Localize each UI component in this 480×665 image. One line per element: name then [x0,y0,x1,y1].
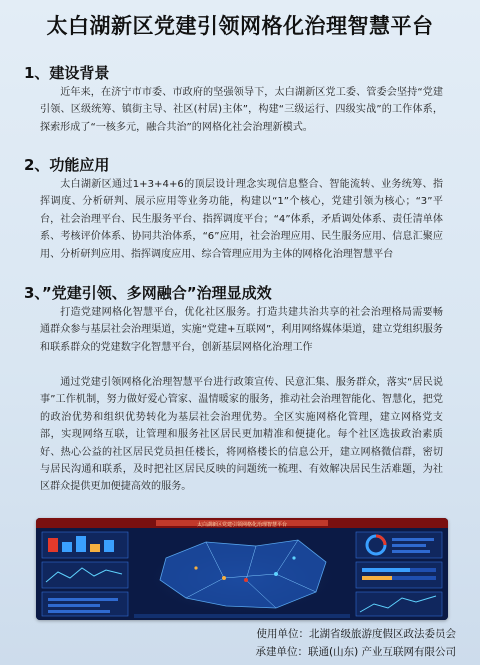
credit-builder-label: 承建单位： [255,646,308,658]
page-title: 太白湖新区党建引领网格化治理智慧平台 [46,14,434,38]
credit-user-value: 北湖省级旅游度假区政法委员会 [309,628,456,640]
credit-user-unit [257,626,457,641]
dashboard-title: 太白湖新区党建引领网格化治理智慧平台 [196,522,288,528]
section-paragraph: 打造党建网格化智慧平台，优化社区服务。打造共建共治共享的社会治理格局需要畅通群众参与基层社会治理渠道，实施“党建+互联网”，利用网络媒体渠道，建立党组织服务和联系群众的党建数字化智慧平台，创新基层网格化治理工作 [40,307,443,353]
credit-builder-unit [255,644,456,659]
section-paragraph: 通过党建引领网格化治理智慧平台进行政策宣传、民意汇集、服务群众，落实“居民说事”工作机制，努力做好爱心管家、温情暖家的服务，推动社会治理智能化、智慧化，把党的政治优势和组织优势转化为基层社会治理优势。全区实施网格化管理，建立网格党支部，实现网络互联，让管理和服务社区居民更加精准和便捷化。每个社区选拔政治素质好、热心公益的社区居民党员担任楼长，将网格楼长的信息公开，建立网格微信群，密切与居民沟通和联系，及时把社区居民反映的问题统一梳理、有效解决居民生活难题，为社区群众提供更加便捷高效的服务。 [40,377,443,493]
section-paragraph: 太白湖新区通过1+3+4+6的顶层设计理念实现信息整合、智能流转、业务统筹、指挥调度、分析研判、展示应用等业务功能，构建以“1”个核心，党建引领为核心；“3”平台，社会治理平台、民生服务平台、指挥调度平台；“4”体系，矛盾调处体系、责任清单体系、考核评价体系、协同共治体系，“6”应用，社会治理应用、民生服务应用、信息汇聚应用、分析研判应用、指挥调度应用、综合管理应用为主体的网格化治理智慧平台 [40,179,443,260]
section-heading-results: 3、”党建引领、多网融合”治理显成效 [24,284,272,302]
dashboard-illustration [36,518,448,620]
credit-builder-value: 联通(山东) 产业互联网有限公司 [307,646,456,658]
section-heading-functions: 2、功能应用 [24,156,110,174]
credit-user-label: 使用单位： [256,628,309,640]
section-heading-background: 1、建设背景 [24,64,110,82]
section-paragraph: 近年来，在济宁市市委、市政府的坚强领导下，太白湖新区党工委、管委会坚持“党建引领、区级统筹、镇街主导、社区(村居)主体”，构建“三级运行、四级实战”的工作体系，探索形成了“一核多元，融合共治”的网格化社会治理新模式。 [40,87,443,133]
dashboard-screenshot [36,518,448,620]
